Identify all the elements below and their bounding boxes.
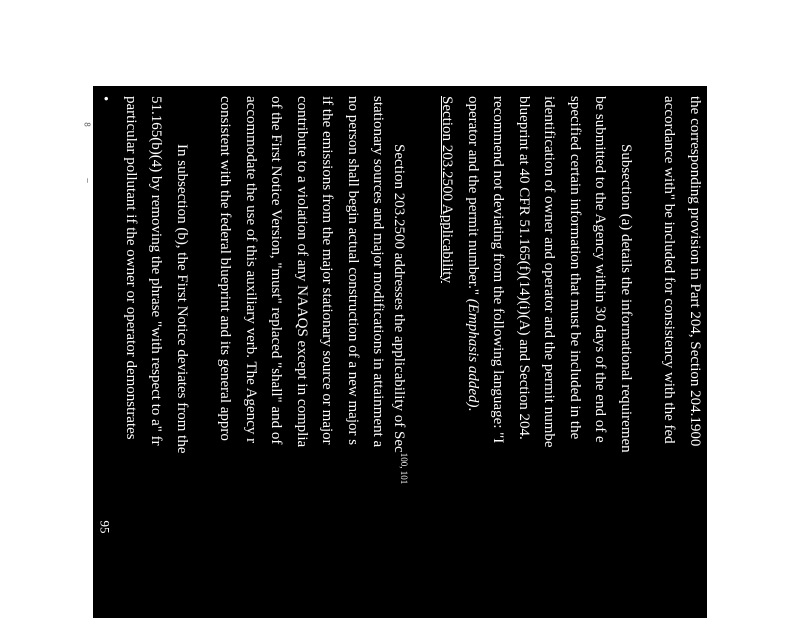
paragraph-gap: [638, 86, 656, 606]
text-line: [587, 86, 613, 606]
text-line: [613, 86, 639, 606]
text-line-content: accommodate the use of this auxiliary verb. The Agency r: [243, 96, 259, 444]
text-line: [143, 86, 169, 606]
text-line-content: operator and the permit number." (Emphasis added).: [465, 96, 481, 412]
text-line: [314, 86, 340, 606]
text-line-content: specified certain information that must be included in the: [567, 96, 583, 440]
text-line: [656, 86, 682, 606]
emphasis-text: (Emphasis added): [465, 298, 481, 408]
text-line: [263, 86, 289, 606]
text-line: [536, 86, 562, 606]
text-line-content: blueprint at 40 CFR 51.165(f)(14)(i)(A) and Section 204.: [516, 96, 532, 440]
text-line-content: recommend not deviating from the following language: "I: [490, 96, 507, 444]
text-line: [365, 86, 391, 606]
text-line: [169, 86, 195, 606]
paragraph-gap: [194, 86, 212, 606]
text-line-content: consistent with the federal blueprint and its general appro: [217, 96, 234, 441]
page-number: 95: [97, 520, 113, 534]
text-line-content: particular pollutant if the owner or operator demonstrates: [123, 96, 139, 440]
text-line: [391, 86, 417, 606]
text-line: [562, 86, 588, 606]
text-line: [682, 86, 708, 606]
text-line-content: be submitted to the Agency within 30 days of the end of e: [592, 96, 609, 443]
text-line-content: •: [97, 96, 114, 102]
text-line-content: 51.165(b)(4) by removing the phrase "with respect to a" fr: [148, 96, 165, 446]
text-line-content: if the emissions from the major stationary source or major: [319, 96, 336, 445]
text-line: [511, 86, 537, 606]
section-heading: [434, 86, 460, 606]
text-line: [118, 86, 144, 606]
text-line-content: of the First Notice Version, "must" replaced "shall" and of: [268, 96, 285, 445]
text-line: [340, 86, 366, 606]
text-line: [485, 86, 511, 606]
text-line-content: Subsection (a) details the informational requiremen: [618, 144, 634, 453]
text-line-content: Section 203.2500 addresses the applicability of Sec: [391, 144, 407, 453]
margin-mark: –: [83, 178, 93, 183]
text-line-content: stationary sources and major modifications in attainment a: [370, 96, 387, 448]
text-line-content: no person shall begin actual construction of a new major s: [345, 96, 361, 446]
text-line: [212, 86, 238, 606]
text-line-content: identification of owner and operator and the permit numbe: [541, 96, 558, 448]
text-line: [460, 86, 486, 606]
text-line-content: Section 203.2500 Applicability: [439, 96, 456, 284]
paragraph-gap: [416, 86, 434, 606]
text-line: [238, 86, 264, 606]
inverted-scan-region: [93, 86, 707, 618]
text-line-content: contribute to a violation of any NAAQS except in complia: [294, 96, 310, 448]
text-line: [289, 86, 315, 606]
text-line-content: In subsection (b), the First Notice deviates from the: [174, 144, 190, 454]
text-line-content: the corresponding provision in Part 204, Section 204.1900: [687, 96, 703, 447]
text-line-content: accordance with" be included for consistency with the fed: [661, 96, 678, 444]
document-body: [93, 86, 707, 606]
margin-mark: 8: [82, 122, 92, 127]
footnote-reference: 100, 101: [399, 452, 409, 485]
